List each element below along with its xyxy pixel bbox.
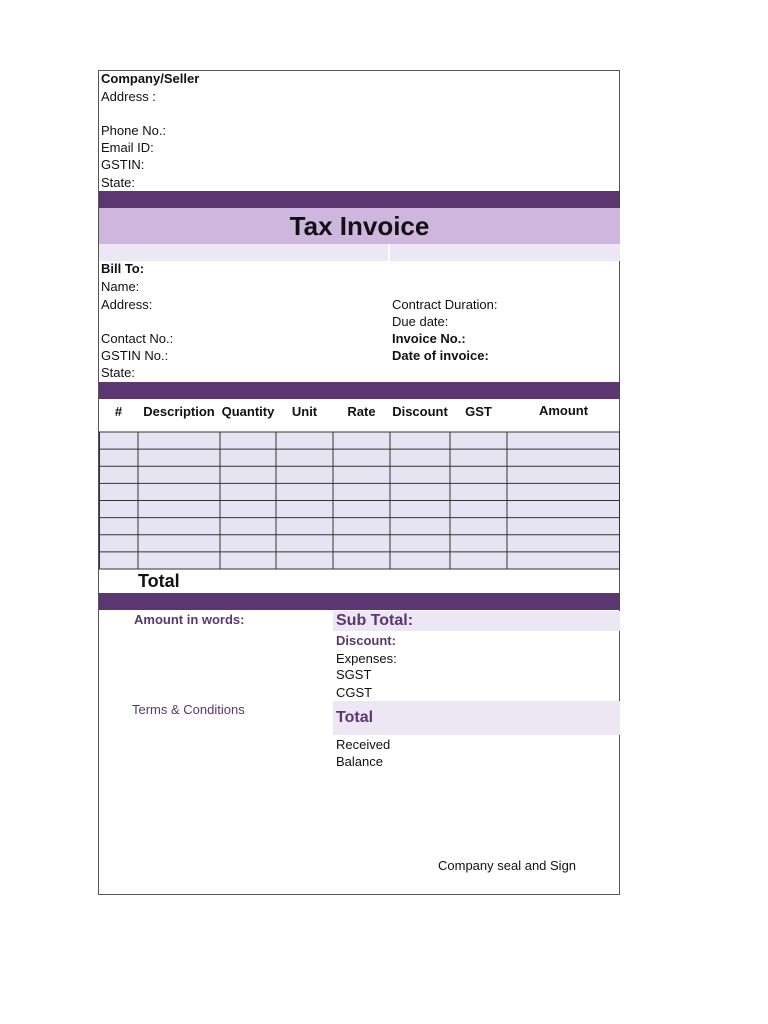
title-band-light-right — [390, 244, 620, 261]
summary-total-label: Total — [336, 709, 374, 726]
seller-email-label: Email ID: — [101, 140, 154, 155]
bill-to-name-label: Name: — [101, 279, 140, 294]
column-header-discount: Discount — [392, 404, 448, 419]
bill-to-gstin-label: GSTIN No.: — [101, 348, 169, 363]
seller-state-label: State: — [101, 175, 135, 190]
column-header-description: Description — [143, 404, 215, 419]
column-header-quantity: Quantity — [221, 404, 275, 419]
received-label: Received — [336, 737, 391, 752]
discount-label: Discount: — [336, 633, 396, 648]
bill-to-heading: Bill To: — [101, 261, 145, 276]
amount-in-words-label: Amount in words: — [134, 612, 245, 627]
bill-to-address-label: Address: — [101, 297, 153, 312]
table-row — [99, 501, 620, 518]
invoice-number-label: Invoice No.: — [392, 331, 466, 346]
header-band-dark — [99, 191, 620, 208]
invoice-date-label: Date of invoice: — [392, 348, 489, 363]
company-seal-sign-label: Company seal and Sign — [438, 858, 577, 873]
subtotal-label: Sub Total: — [336, 612, 414, 629]
expenses-label: Expenses: — [336, 651, 397, 666]
table-row — [99, 432, 620, 449]
table-row — [99, 449, 620, 466]
column-header-rate: Rate — [347, 404, 376, 419]
sgst-label: SGST — [336, 667, 372, 682]
seller-phone-label: Phone No.: — [101, 123, 167, 138]
table-band-dark — [99, 382, 620, 399]
seller-address-label: Address : — [101, 89, 156, 104]
table-row — [99, 535, 620, 552]
table-row — [99, 466, 620, 483]
seller-gstin-label: GSTIN: — [101, 157, 145, 172]
bill-to-contact-label: Contact No.: — [101, 331, 174, 346]
column-header-unit: Unit — [291, 404, 318, 419]
column-header-number: # — [114, 404, 123, 419]
contract-duration-label: Contract Duration: — [392, 297, 498, 312]
total-band — [333, 701, 620, 735]
table-total-label: Total — [138, 571, 180, 591]
table-row — [99, 552, 620, 569]
table-row — [99, 483, 620, 500]
column-header-gst: GST — [465, 404, 492, 419]
line-items-grid — [99, 431, 620, 570]
cgst-label: CGST — [336, 685, 373, 700]
title-band-light-left — [99, 244, 388, 261]
balance-label: Balance — [336, 754, 383, 769]
seller-company-label: Company/Seller — [101, 71, 200, 86]
invoice-title: Tax Invoice — [289, 211, 430, 241]
column-header-amount: Amount — [538, 403, 589, 418]
summary-band-dark — [99, 593, 620, 610]
due-date-label: Due date: — [392, 314, 449, 329]
bill-to-state-label: State: — [101, 365, 135, 380]
table-row — [99, 518, 620, 535]
terms-conditions-label: Terms & Conditions — [132, 702, 245, 717]
